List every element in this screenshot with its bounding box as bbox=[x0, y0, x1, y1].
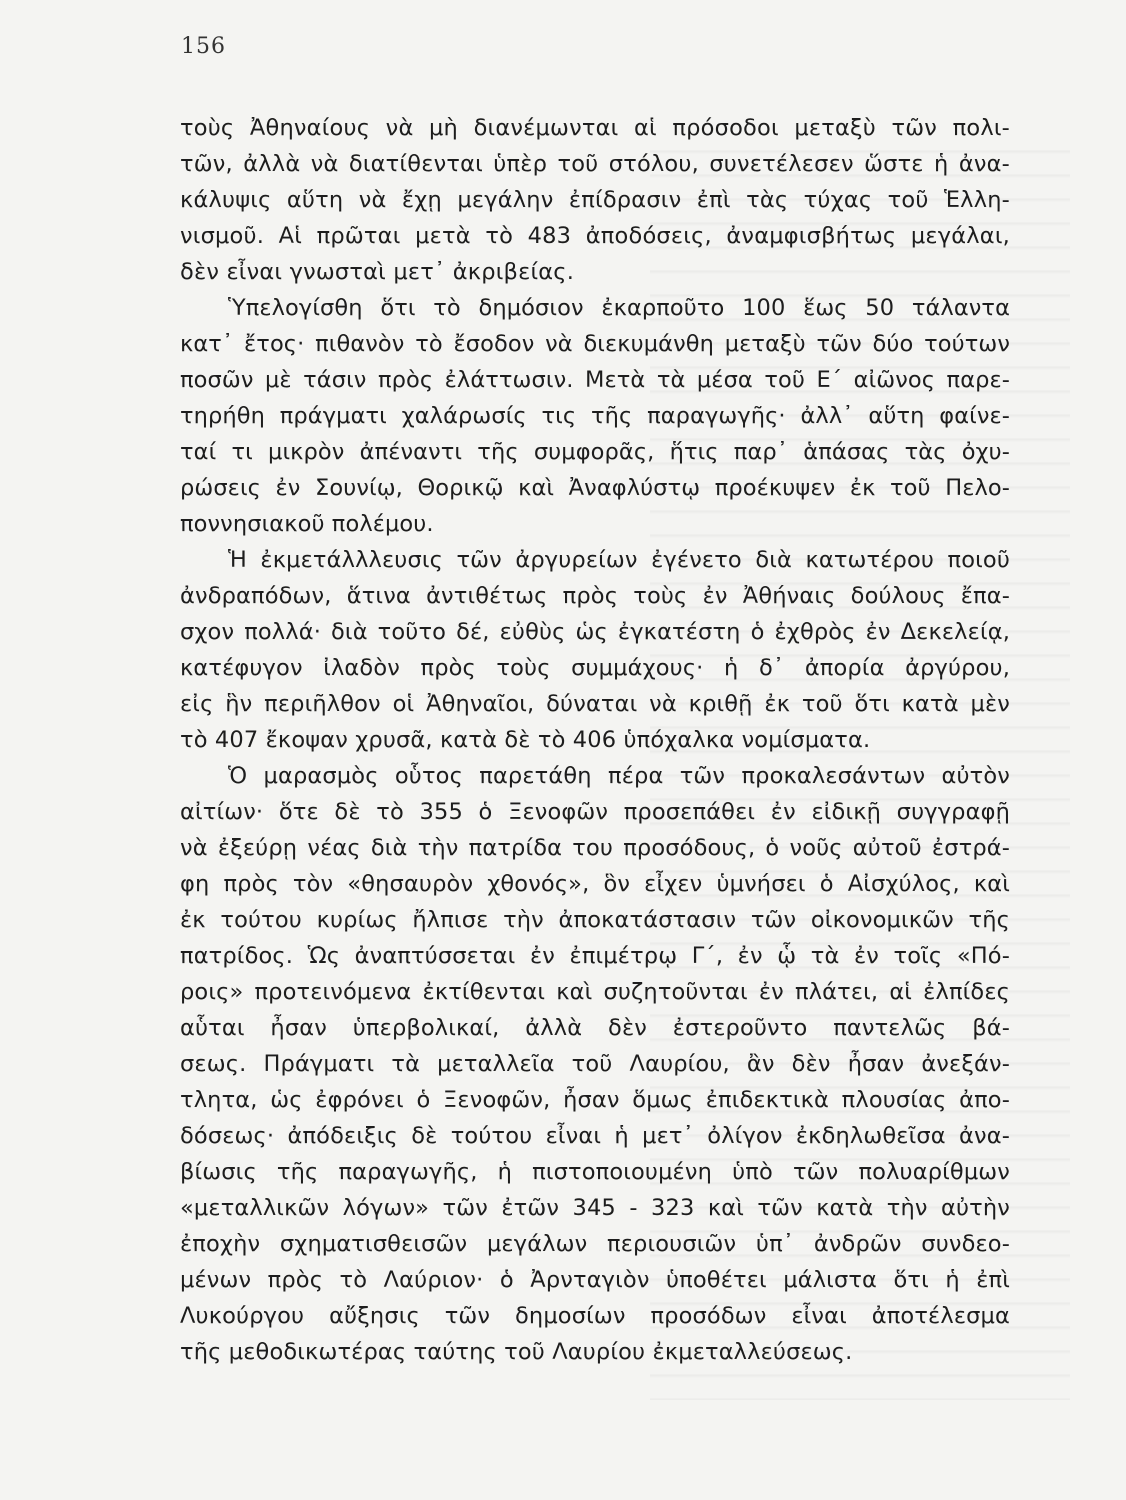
text-line: κατέφυγον ἰλαδὸν πρὸς τοὺς συμμάχους· ἡ δ᾿ ἀπορία ἀργύρου, bbox=[180, 655, 1010, 681]
text-line: ἐκ τούτου κυρίως ἤλπισε τὴν ἀποκατάστασιν τῶν οἰκονομικῶν τῆς bbox=[180, 907, 1010, 933]
page-number: 156 bbox=[181, 34, 226, 59]
text-line: τλητα, ὡς ἐφρόνει ὁ Ξενοφῶν, ἦσαν ὅμως ἐπιδεκτικὰ πλουσίας ἀπο- bbox=[180, 1087, 1010, 1113]
text-line: τηρήθη πράγματι χαλάρωσίς τις τῆς παραγωγῆς· ἀλλ᾿ αὕτη φαίνε- bbox=[180, 403, 1010, 429]
text-line: ποσῶν μὲ τάσιν πρὸς ἐλάττωσιν. Μετὰ τὰ μέσα τοῦ Ε΄ αἰῶνος παρε- bbox=[180, 367, 1010, 393]
text-line: ποννησιακοῦ πολέμου. bbox=[180, 511, 434, 537]
body-text bbox=[180, 110, 1010, 1370]
text-line: «μεταλλικῶν λόγων» τῶν ἐτῶν 345 - 323 καὶ τῶν κατὰ τὴν αὐτὴν bbox=[180, 1195, 1010, 1221]
text-line: Ὑπελογίσθη ὅτι τὸ δημόσιον ἐκαρποῦτο 100 ἕως 50 τάλαντα bbox=[228, 295, 1010, 321]
text-line: φη πρὸς τὸν «θησαυρὸν χθονός», ὃν εἶχεν ὑμνήσει ὁ Αἰσχύλος, καὶ bbox=[180, 871, 1010, 897]
text-line: δόσεως· ἀπόδειξις δὲ τούτου εἶναι ἡ μετ᾿ ὀλίγον ἐκδηλωθεῖσα ἀνα- bbox=[180, 1123, 1010, 1149]
text-line: αὗται ἦσαν ὑπερβολικαί, ἀλλὰ δὲν ἐστεροῦντο παντελῶς βά- bbox=[180, 1015, 1010, 1041]
text-line: βίωσις τῆς παραγωγῆς, ἡ πιστοποιουμένη ὑπὸ τῶν πολυαρίθμων bbox=[180, 1159, 1010, 1185]
text-line: ρώσεις ἐν Σουνίῳ, Θορικῷ καὶ Ἀναφλύστῳ προέκυψεν ἐκ τοῦ Πελο- bbox=[180, 475, 1010, 501]
text-line: κάλυψις αὕτη νὰ ἔχῃ μεγάλην ἐπίδρασιν ἐπὶ τὰς τύχας τοῦ Ἑλλη- bbox=[180, 187, 1010, 213]
text-line: τοὺς Ἀθηναίους νὰ μὴ διανέμωνται αἱ πρόσοδοι μεταξὺ τῶν πολι- bbox=[180, 115, 1010, 141]
text-line: τὸ 407 ἔκοψαν χρυσᾶ, κατὰ δὲ τὸ 406 ὑπόχαλκα νομίσματα. bbox=[180, 727, 871, 753]
text-line: κατ᾿ ἔτος· πιθανὸν τὸ ἔσοδον νὰ διεκυμάνθη μεταξὺ τῶν δύο τούτων bbox=[180, 331, 1010, 357]
text-line: ταί τι μικρὸν ἀπέναντι τῆς συμφορᾶς, ἥτις παρ᾿ ἁπάσας τὰς ὀχυ- bbox=[180, 439, 1010, 465]
text-line: Λυκούργου αὔξησις τῶν δημοσίων προσόδων εἶναι ἀποτέλεσμα bbox=[180, 1303, 1010, 1329]
text-line: ἀνδραπόδων, ἅτινα ἀντιθέτως πρὸς τοὺς ἐν Ἀθήναις δούλους ἔπα- bbox=[180, 583, 1010, 609]
text-line: ροις» προτεινόμενα ἐκτίθενται καὶ συζητοῦνται ἐν πλάτει, αἱ ἐλπίδες bbox=[180, 979, 1010, 1005]
text-line: δὲν εἶναι γνωσταὶ μετ᾿ ἀκριβείας. bbox=[180, 259, 575, 285]
text-line: σεως. Πράγματι τὰ μεταλλεῖα τοῦ Λαυρίου, ἂν δὲν ἦσαν ἀνεξάν- bbox=[180, 1051, 1010, 1077]
text-line: τῆς μεθοδικωτέρας ταύτης τοῦ Λαυρίου ἐκμεταλλεύσεως. bbox=[180, 1339, 853, 1365]
text-line: εἰς ἣν περιῆλθον οἱ Ἀθηναῖοι, δύναται νὰ κριθῇ ἐκ τοῦ ὅτι κατὰ μὲν bbox=[180, 691, 1010, 717]
text-line: μένων πρὸς τὸ Λαύριον· ὁ Ἀρνταγιὸν ὑποθέτει μάλιστα ὅτι ἡ ἐπὶ bbox=[180, 1267, 1010, 1293]
text-line: Ἡ ἐκμετάλλλευσις τῶν ἀργυρείων ἐγένετο διὰ κατωτέρου ποιοῦ bbox=[228, 547, 1010, 573]
text-line: τῶν, ἀλλὰ νὰ διατίθενται ὑπὲρ τοῦ στόλου, συνετέλεσεν ὥστε ἡ ἀνα- bbox=[180, 151, 1010, 177]
text-line: πατρίδος. Ὡς ἀναπτύσσεται ἐν ἐπιμέτρῳ Γ΄, ἐν ᾧ τὰ ἐν τοῖς «Πό- bbox=[180, 943, 1010, 969]
text-line: νισμοῦ. Αἱ πρῶται μετὰ τὸ 483 ἀποδόσεις, ἀναμφισβήτως μεγάλαι, bbox=[180, 223, 1010, 249]
text-line: Ὁ μαρασμὸς οὗτος παρετάθη πέρα τῶν προκαλεσάντων αὐτὸν bbox=[228, 763, 1010, 789]
text-line: ἐποχὴν σχηματισθεισῶν μεγάλων περιουσιῶν ὑπ᾿ ἀνδρῶν συνδεο- bbox=[180, 1231, 1010, 1257]
text-line: σχον πολλά· διὰ τοῦτο δέ, εὐθὺς ὡς ἐγκατέστη ὁ ἐχθρὸς ἐν Δεκελείᾳ, bbox=[180, 619, 1010, 645]
text-line: αἰτίων· ὅτε δὲ τὸ 355 ὁ Ξενοφῶν προσεπάθει ἐν εἰδικῇ συγγραφῇ bbox=[180, 799, 1010, 825]
text-line: νὰ ἐξεύρῃ νέας διὰ τὴν πατρίδα του προσόδους, ὁ νοῦς αὐτοῦ ἐστρά- bbox=[180, 835, 1010, 861]
